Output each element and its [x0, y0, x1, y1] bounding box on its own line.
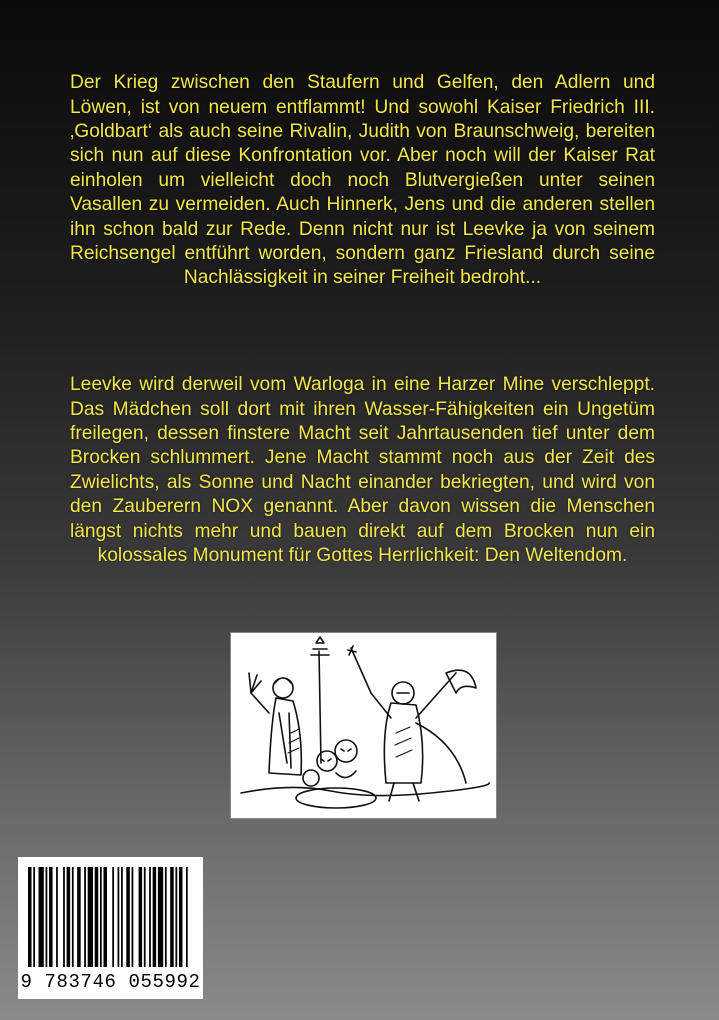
barcode-bar — [103, 867, 107, 967]
barcode-bar — [49, 867, 53, 967]
barcode-bar — [72, 867, 74, 967]
barcode-bar — [67, 867, 71, 967]
barcode-bar — [121, 867, 123, 967]
barcode-bar — [118, 867, 120, 967]
barcode-bar — [170, 867, 174, 967]
barcode-bar — [158, 867, 163, 967]
barcode-bar — [56, 867, 58, 967]
isbn-number: 9 783746 055992 — [20, 971, 201, 993]
sketch-illustration — [230, 632, 497, 819]
barcode-bar — [100, 867, 102, 967]
barcode-bar — [95, 867, 99, 967]
barcode-bar — [153, 867, 157, 967]
blurb-paragraph-2: Leevke wird derweil vom Warloga in eine Harzer Mine verschleppt. Das Mädchen soll dort mit ihren Wasser-Fähigkeiten ein Ungetüm freilegen, dessen finstere Macht seit Jahrtausenden tief unter dem Brocken schlummert. Jene Macht stammt noch aus der Zeit des Zwielichts, als Sonne und Nacht einander bekriegten, und wird von den Zauberern NOX genannt. Aber davon wissen die Menschen längst nichts mehr und bauen direkt auf dem Brocken nun ein kolossales Monument für Gottes Herrlichkeit: Den Weltendom. — [70, 374, 655, 567]
barcode-bar — [28, 867, 32, 967]
barcode-bar — [139, 867, 143, 967]
barcode-bar — [175, 867, 177, 967]
barcode-bar — [179, 867, 183, 967]
barcode-bar — [149, 867, 151, 967]
barcode-bar — [33, 867, 35, 967]
blurb-paragraph-1: Der Krieg zwischen den Staufern und Gelfen, den Adlern und Löwen, ist von neuem entflammt! Und sowohl Kaiser Friedrich III. ‚Goldbart‘ als auch seine Rivalin, Judith von Braunschweig, bereiten sich nun auf diese Konfrontation vor. Aber noch will der Kaiser Rat einholen um vielleicht doch noch Blutvergießen unter seinen Vasallen zu vermeiden. Auch Hinnerk, Jens und die anderen stellen ihn schon bald zur Rede. Denn nicht nur ist Leevke ja von seinem Reichsengel entführt worden, sondern ganz Friesland durch seine Nachlässigkeit in seiner Freiheit bedroht... — [70, 72, 655, 289]
barcode-bar — [165, 867, 167, 967]
barcode-bar — [46, 867, 48, 967]
barcode-bar — [84, 867, 86, 967]
barcode-bar — [126, 867, 130, 967]
barcode-bar — [39, 867, 44, 967]
barcode-bar — [144, 867, 146, 967]
barcode-bar — [88, 867, 93, 967]
barcode-bars — [28, 867, 193, 967]
barcode-bar — [112, 867, 114, 967]
barcode-bar — [132, 867, 134, 967]
barcode-bar — [186, 867, 188, 967]
barcode-bar — [77, 867, 81, 967]
barcode-bar — [63, 867, 65, 967]
barcode — [18, 857, 203, 999]
